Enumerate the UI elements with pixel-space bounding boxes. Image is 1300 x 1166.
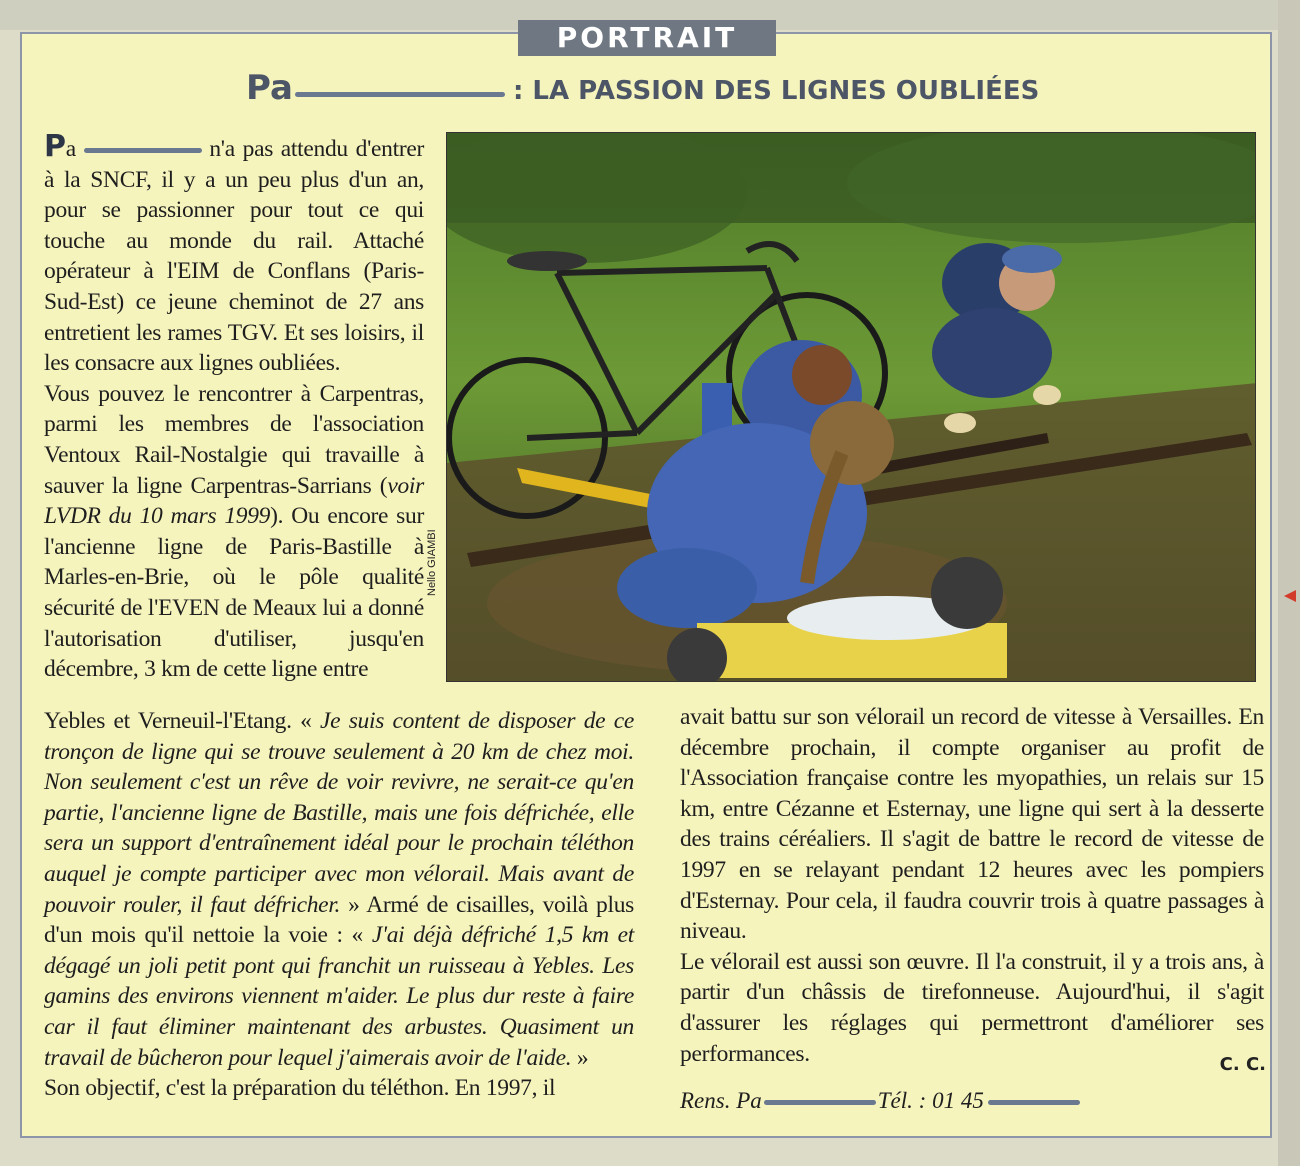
redaction-bar [988,1100,1080,1105]
paragraph-2 [44,379,424,685]
paragraph-2-continued [44,706,634,1073]
article-column-left-bottom [44,706,634,1104]
article-column-right [680,702,1264,1069]
right-paragraph-2: Le vélorail est aussi son œuvre. Il l'a construit, il y a trois ans, à partir d'un châssis de tirefonneuse. Aujourd'hui, il s'agit d'assurer les réglages qui permettront d'améliorer ses performances. [680,948,1264,1067]
contact-info [680,1088,1240,1120]
right-paragraph-1: avait battu sur son vélorail un record de vitesse à Versailles. En décembre prochain, il compte organiser au profit de l'Association française contre les myopathies, un relais sur 15 km, entre Cézanne et Esternay, une ligne qui sert à la desserte des trains céréaliers. Il s'agit de battre le record de vitesse de 1997 en se relayant pendant 12 heures avec les pompiers d'Esternay. Pour cela, il faudra couvrir trois à quatre passages à niveau. [680,704,1264,945]
article-column-left-top [44,129,425,685]
redaction-bar [295,92,505,97]
after-quote-1: » Armé de cisailles, voilà plus d'un mois qu'il nettoie la voie : « [44,891,634,949]
section-banner: PORTRAIT [518,20,776,56]
paragraph-2-start: Vous pouvez le rencontrer à Carpentras, parmi les membres de l'association Ventoux Rail-Nostalgie qui travaille à sauver la ligne Carpentras-Sarrians ( [44,380,424,499]
quote-2: J'ai déjà défriché 1,5 km et dégagé un joli petit pont qui franchit un ruisseau à Yebles. Les gamins des environs viennent m'aider. Le plus dur reste à faire car il faut éliminer maintenant des arbustes. Quasiment un travail de bûcheron pour lequel j'aimerais avoir de l'aide. [44,922,634,1071]
contact-prefix: Rens. Pa [680,1088,762,1113]
background-page-edge [1278,0,1300,1166]
paragraph-2-cont: Yebles et Verneuil-l'Etang. « [44,708,312,734]
article-photo [446,132,1256,682]
photo-credit: Nello GIAMBI [426,529,438,596]
intro-name-fragment: a [65,136,76,162]
intro-text: n'a pas attendu d'entrer à la SNCF, il y a un peu plus d'un an, pour se passionner pour tout ce qui touche au monde du rail. Attaché opérateur à l'EIM de Conflans (Paris-Sud-Est) ce jeune cheminot de 27 ans entretient les rames TGV. Et ses loisirs, il les consacre aux lignes oubliées. [44,136,425,377]
margin-arrow-marker [1284,590,1296,602]
paragraph-2-reference: voir LVDR du 10 mars 1999 [44,472,424,530]
headline-title: : LA PASSION DES LIGNES OUBLIÉES [512,76,1040,106]
headline-name-prefix: Pa [246,68,293,108]
contact-phone: Tél. : 01 45 [877,1088,984,1113]
intro-paragraph [44,129,425,379]
paragraph-2-middle: ). Ou encore sur l'ancienne ligne de Paris-Bastille à Marles-en-Brie, où le pôle qualité sécurité de l'EVEN de Meaux lui a donné l'autorisation d'utiliser, jusqu'en décembre, 3 km de cette ligne entre [44,503,425,683]
author-signature: C. C. [1219,1054,1266,1075]
redaction-bar [84,148,202,153]
paragraph-3: Son objectif, c'est la préparation du téléthon. En 1997, il [44,1075,556,1102]
after-quote-2: » [576,1044,589,1071]
redaction-bar [764,1100,876,1105]
quote-1: Je suis content de disposer de ce tronçon de ligne qui se trouve seulement à 20 km de chez moi. Non seulement c'est un rêve de voir revivre, ne serait-ce qu'en partie, l'ancienne ligne de Bastille, mais une fois défrichée, elle sera un support d'entraînement idéal pour le prochain téléthon auquel je compte participer avec mon vélorail. Mais avant de pouvoir rouler, il faut défricher. [44,708,634,918]
article-headline [246,68,1066,114]
photo-velorail-illustration [447,133,1256,682]
drop-cap: P [44,129,66,164]
